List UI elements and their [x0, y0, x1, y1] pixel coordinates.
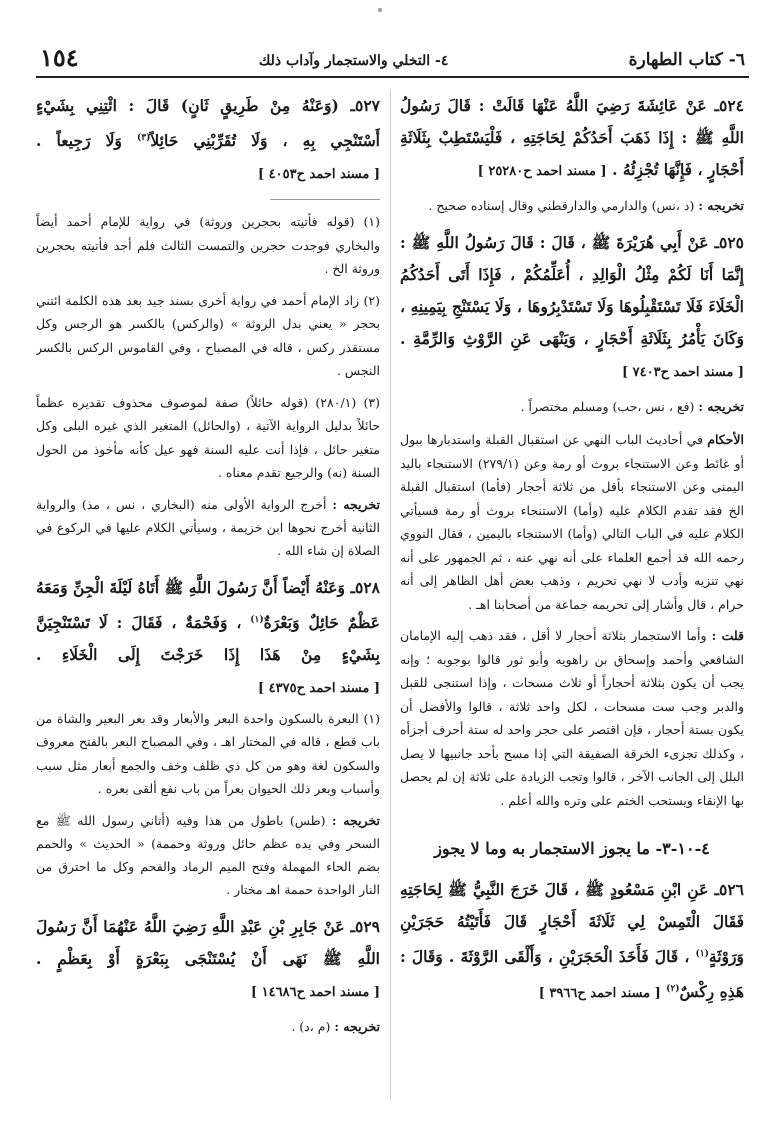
- page-header: [40, 42, 745, 72]
- footnote-3: (٣) (٢٨٠/١) (قوله حائلاً) صفة لموصوف محذوف تقديره عظماً حائلاً بدليل الرواية الآتية ، (والحائل) المتغير الذي غيره البلى وكل متغير حائل ، فإذا أنت عليه السنة فهو عيل كأنه مأخوذ من الحول السنة (نه) والرجيع تقدم معناه .: [36, 394, 380, 481]
- hadith-526-source: [ مسند احمد ح٣٩٦٦ ]: [538, 986, 661, 1002]
- takhrij-524: [400, 194, 744, 217]
- takhrij-524-text: (د ،نس) والدارمي والدارقطني وقال إسناده صحيح .: [428, 198, 695, 213]
- hadith-528-text-cont: ، وَفَحْمَةٌ ، فَقَالَ : لَا تَسْتَنْجِيَنَّ بِشَيْءٍ مِنْ هَذَا إِذَا خَرَجْتَ إِلَى الْخَلَاءِ .: [36, 612, 380, 664]
- hadith-527-text-cont: وَلَا رَجِيعاً .: [36, 131, 122, 151]
- takhrij-527: [36, 493, 380, 562]
- takhrij-label: تخريجه :: [698, 399, 744, 414]
- takhrij-528: [36, 809, 380, 901]
- hadith-527-source: [ مسند احمد ح٤٠٥٣ ]: [257, 167, 380, 183]
- hadith-529-source: [ مسند احمد ح١٤٦٨٦ ]: [250, 984, 380, 1000]
- hadith-526-text-cont: ، قَالَ فَأَخَذَ الْحَجَرَيْنِ ، وَأَلْقَى الرَّوْثَةَ . وَقَالَ : هَذِهِ رِكْسٌ: [400, 947, 744, 1002]
- footnote-528: (١) البعرة بالسكون واحدة البعر والأبعار وقد بعر البعير والشاة من باب قطع ، قاله في المختار اهـ ، وفي المصباح البعر بالفتح معروف والسكون لغة وهو من كل ذي ظلف وخف والجمع أبعار مثل سبب وأسباب وبعر ذلك الحيوان بعراً من باب نفع ألقى بعره .: [36, 710, 380, 797]
- hadith-524-text: ٥٢٤ـ عَنْ عَائِشَةَ رَضِيَ اللَّهُ عَنْهَا قَالَتْ : قَالَ رَسُولُ اللَّهِ ﷺ : إِذَا ذَهَبَ أَحَدُكُمْ لِحَاجَتِهِ ، فَلْيَسْتَطِبْ بِثَلَاثَةِ أَحْجَارٍ ، فَإِنَّهَا تُجْزِئُهُ .: [400, 96, 744, 179]
- takhrij-label: تخريجه :: [334, 1018, 380, 1034]
- ahkam-paragraph: [400, 428, 744, 616]
- takhrij-label: تخريجه :: [332, 496, 380, 512]
- hadith-524: [400, 90, 744, 188]
- ahkam-label: الأحكام: [707, 432, 744, 447]
- hadith-528: [36, 572, 380, 705]
- hadith-525: [400, 227, 744, 389]
- page-top-mark: [378, 8, 382, 12]
- hadith-526-text: ٥٢٦ـ عَنِ ابْنِ مَسْعُودٍ ﷺ ، قَالَ خَرَجَ النَّبِيُّ ﷺ لِحَاجَتِهِ فَقَالَ الْتَمِسْ لِي ثَلَاثَةَ أَحْجَارٍ قَالَ فَأَتَيْتُهُ حَجَرَيْنِ وَرَوْثَةٍ: [400, 880, 744, 967]
- footnote-1: (١) (قوله فأتيته بحجرين وروثة) في رواية للإمام أحمد أيضاً والبخاري فوجدت حجرين والتمست الثالث فلم أجد فأتيته بحجرين وروثة الخ .: [36, 214, 380, 277]
- column-separator: [390, 90, 391, 1100]
- takhrij-528-text: (طس) باطول من هذا وفيه (أتاني رسول الله ﷺ مع السحر وفي يده عظم حائل وروثة وحممة) « الحديث » والحمم بضم الحاء المهملة وفتح الميم الرماد والفحم وكل ما احترق من النار الواحدة حممة اهـ مختار .: [36, 812, 380, 897]
- ahkam-text: في أحاديث الباب النهي عن استقبال القبلة واستدبارها ببول أو غائط وعن الاستنجاء بروث أو رمة وعن (٢٧٩/١) الاستنجاء باليد اليمنى وعن الاستنجاء بأقل من ثلاثة أحجار (فأما) استقبال القبلة الخ فقد تقدم الكلام عليه (وأما) الاستنجاء بروث أو رمة فسيأتي الكلام عليه في الباب التالي (وأما) الاستنجاء باليمين ، فقال النووي رحمه الله قد أجمع العلماء على أنه نهي عنه ، ثم الجمهور على أنه نهي تنزيه وأدب لا نهي تحريم ، وذهب بعض أهل الظاهر إلى أنه حرام ، قال وأشار إلى تحريمه جماعة من أصحابنا اهـ .: [400, 432, 744, 612]
- footnote-ref: (١): [695, 949, 709, 959]
- qult-paragraph: [400, 624, 744, 812]
- takhrij-525: [400, 395, 744, 418]
- takhrij-529-text: (م ،د) .: [291, 1018, 331, 1034]
- hadith-524-source: [ مسند احمد ح٢٥٢٨٠ ]: [477, 164, 607, 179]
- hadith-528-source: [ مسند احمد ح٤٣٧٥ ]: [257, 680, 380, 696]
- qult-label: قلت :: [711, 628, 744, 643]
- takhrij-label: تخريجه :: [698, 198, 744, 213]
- hadith-527-text: ٥٢٧ـ (وَعَنْهُ مِنْ طَرِيقٍ ثَانٍ) قَالَ : ائْتِنِي بِشَيْءٍ أَسْتَنْجِي بِهِ ، وَلَا تُقَرِّبْنِي حَائِلاً: [36, 96, 380, 151]
- right-column: [400, 90, 744, 1115]
- hadith-529: [36, 911, 380, 1009]
- hadith-525-text: ٥٢٥ـ عَنْ أَبِي هُرَيْرَةَ ﷺ ، قَالَ : قَالَ رَسُولُ اللَّهِ ﷺ : إِنَّمَا أَنَا لَكُمْ مِثْلُ الْوَالِدِ ، أُعَلِّمُكُمْ ، فَإِذَا أَتَى أَحَدُكُمُ الْخَلَاءَ فَلَا تَسْتَقْبِلُوهَا وَلَا تَسْتَدْبِرُوهَا ، وَلَا يَسْتَنْجِ بِيَمِينِهِ ، وَكَانَ يَأْمُرُ بِثَلَاثَةِ أَحْجَارٍ ، وَيَنْهَى عَنِ الرَّوْثِ وَالرِّمَّةِ .: [400, 233, 744, 348]
- takhrij-529: [36, 1015, 380, 1038]
- hadith-527: [36, 90, 380, 191]
- footnote-ref: (٢): [666, 984, 680, 995]
- takhrij-label: تخريجه :: [331, 812, 380, 828]
- hadith-526: [400, 874, 744, 1010]
- footnote-ref: (٣): [137, 133, 151, 143]
- page-number: ١٥٤: [40, 43, 79, 72]
- left-column: [36, 90, 380, 1115]
- hadith-525-source: [ مسند احمد ح٧٤٠٣ ]: [621, 365, 744, 380]
- header-rule: [36, 76, 749, 78]
- hadith-529-text: ٥٢٩ـ عَنْ جَابِرِ بْنِ عَبْدِ اللَّهِ رَضِيَ اللَّهُ عَنْهُمَا أَنَّ رَسُولَ اللَّهِ ﷺ نَهَى أَنْ يُسْتَنْجَى بِبَعْرَةٍ أَوْ بِعَظْمٍ .: [36, 916, 380, 968]
- takhrij-527-text: أخرج الرواية الأولى منه (البخاري ، نس ، مذ) والرواية الثانية أخرج نحوها ابن خزيمة ، وسيأتي الكلام عليها في الركوع في الصلاة إن شاء الله .: [36, 496, 380, 558]
- footnote-divider: [270, 199, 380, 200]
- footnote-ref: (١): [250, 614, 264, 625]
- chapter-title: ٤- التخلي والاستجمار وآداب ذلك: [258, 53, 449, 69]
- qult-text: وأما الاستجمار بثلاثة أحجار لا أقل ، فقد ذهب إليه الإمامان الشافعي وأحمد وإسحاق بن راهويه وأبو ثور قالوا بوجوبه ؛ وإنه يجب أن يكون بثلاثة أحجاراً أو ثلاث مسحات ، وإذا استنجى للقبل والدبر وجب ست مسحات ، لكل واحد ثلاثة ، قالوا والأفضل أن يكون بستة أحجار ، فإن اقتصر على حجر واحد له ستة أحرف أجزأه ، وكذلك تجزىء الخرقة الصفيقة التي إذا مسح بأحد جانبيها لا يصل البلل إلى الجانب الآخر ، قالوا وتجب الزيادة على ثلاثة إن لم يحصل بها الإنقاء ويستحب الختم على وتره والله أعلم .: [400, 628, 744, 808]
- hadith-528-text: ٥٢٨ـ وَعَنْهُ أَيْضاً أَنَّ رَسُولَ اللَّهِ ﷺ أَتَاهُ لَيْلَةَ الْجِنِّ وَمَعَهُ عَظْمٌ حَائِلٌ وَبَعْرَةٌ: [36, 577, 380, 632]
- footnote-2: (٢) زاد الإمام أحمد في رواية أخرى بسند جيد بعد هذه الكلمة ائتني بحجر « يعني بدل الروثة » (والركس) بالكسر هو الرجس وكل مستقذر ركس ، قاله في المصباح ، وفي القاموس الركس بالكسر النجس .: [36, 292, 380, 379]
- section-heading: ٤-١٠-٣- ما يجوز الاستجمار به وما لا يجوز: [434, 839, 710, 858]
- book-title: ٦- كتاب الطهارة: [628, 50, 745, 70]
- takhrij-525-text: (فع ، نس ،حب) ومسلم مختصراً .: [520, 399, 695, 414]
